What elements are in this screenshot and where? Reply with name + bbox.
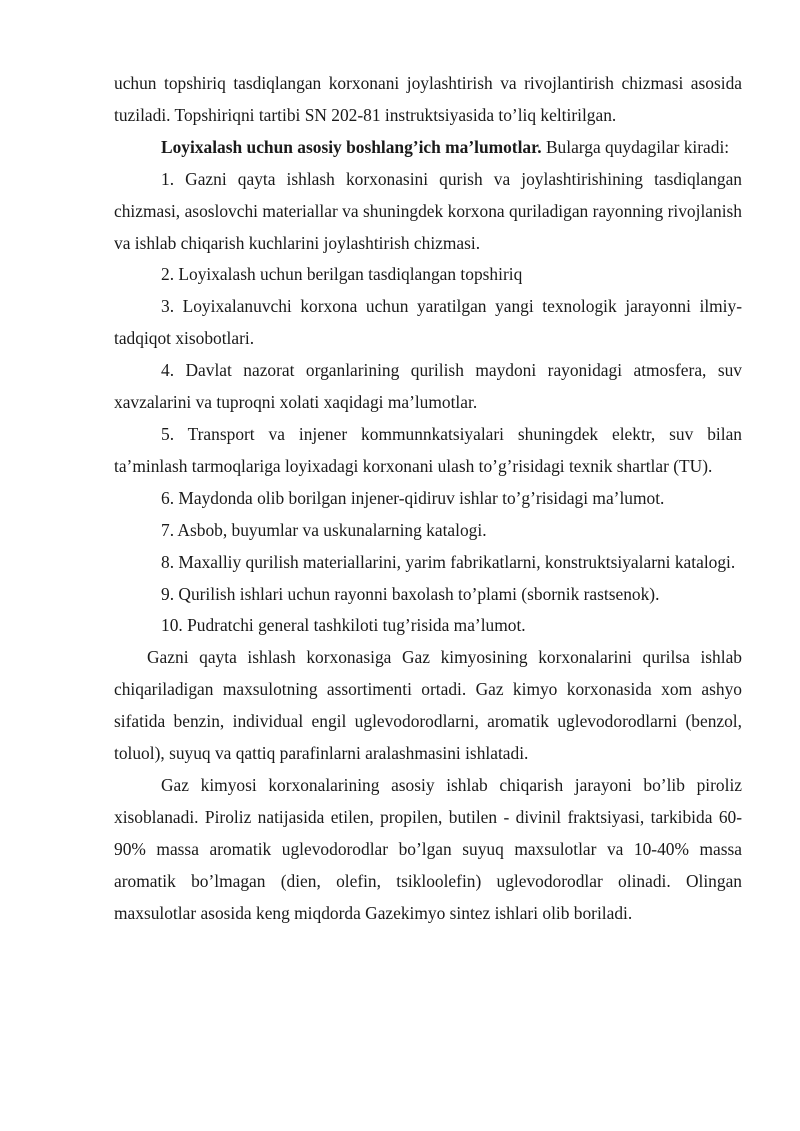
list-item-5: 5. Transport va injener kommunnkatsiyalari shuningdek elektr, suv bilan ta’minlash tarmoqlariga loyixadagi korxonani ulash to’g’risidagi texnik shartlar (TU). (114, 423, 742, 476)
paragraph-pyrolysis: Gaz kimyosi korxonalarining asosiy ishlab chiqarish jarayoni bo’lib piroliz xisoblanadi. Piroliz natijasida etilen, propilen, butilen - divinil fraktsiyasi, tarkibida 60-90% massa aromatik uglevodorodlar bo’lgan suyuq maxsulotlar va 10-40% massa aromatik bo’lmagan (dien, olefin, tsikloolefin) uglevodorodlar olinadi. Olingan maxsulotlar asosida keng miqdorda Gazekimyo sintez ishlari olib boriladi. (114, 774, 742, 923)
list-item-7: 7. Asbob, buyumlar va uskunalarning katalogi. (161, 519, 487, 540)
list-item-2: 2. Loyixalash uchun berilgan tasdiqlangan topshiriq (161, 264, 523, 285)
list-item-1: 1. Gazni qayta ishlash korxonasini qurish va joylashtirishining tasdiqlangan chizmasi, asoslovchi materiallar va shuningdek korxona quriladigan rayonning rivojlanish va ishlab chiqarish kuchlarini joylashtirish chizmasi. (114, 168, 742, 253)
paragraph-intro: uchun topshiriq tasdiqlangan korxonani joylashtirish va rivojlantirish chizmasi asosida tuziladi. Topshiriqni tartibi SN 202-81 instruktsiyasida to’liq keltirilgan. (114, 73, 742, 125)
list-item-4: 4. Davlat nazorat organlarining qurilish maydoni rayonidagi atmosfera, suv xavzalarini va tuproqni xolati xaqidagi ma’lumotlar. (114, 360, 742, 413)
paragraph-gas-chemistry: Gazni qayta ishlash korxonasiga Gaz kimyosining korxonalarini qurilsa ishlab chiqariladigan maxsulotning assortimenti ortadi. Gaz kimyo korxonasida xom ashyo sifatida benzin, individual engil uglevodorodlarni, aromatik uglevodorodlarni (benzol, toluol), suyuq va qattiq parafinlarni aralashmasini ishlatadi. (114, 647, 742, 764)
list-item-10: 10. Pudratchi general tashkiloti tug’risida ma’lumot. (161, 615, 526, 636)
list-item-6: 6. Maydonda olib borilgan injener-qidiruv ishlar to’g’risidagi ma’lumot. (161, 487, 665, 508)
document-body (114, 68, 742, 929)
list-item-9: 9. Qurilish ishlari uchun rayonni baxolash to’plami (sbornik rastsenok). (161, 583, 660, 604)
list-item-3: 3. Loyixalanuvchi korxona uchun yaratilgan yangi texnologik jarayonni ilmiy-tadqiqot xisobotlari. (114, 296, 742, 349)
section-heading: Loyixalash uchun asosiy boshlang’ich ma’lumotlar. (161, 136, 542, 157)
paragraph-initial-data (114, 132, 742, 164)
section-heading-continuation: Bularga quydagilar kiradi: (541, 136, 730, 157)
list-item-8: 8. Maxalliy qurilish materiallarini, yarim fabrikatlarni, konstruktsiyalarni katalogi. (161, 551, 736, 572)
